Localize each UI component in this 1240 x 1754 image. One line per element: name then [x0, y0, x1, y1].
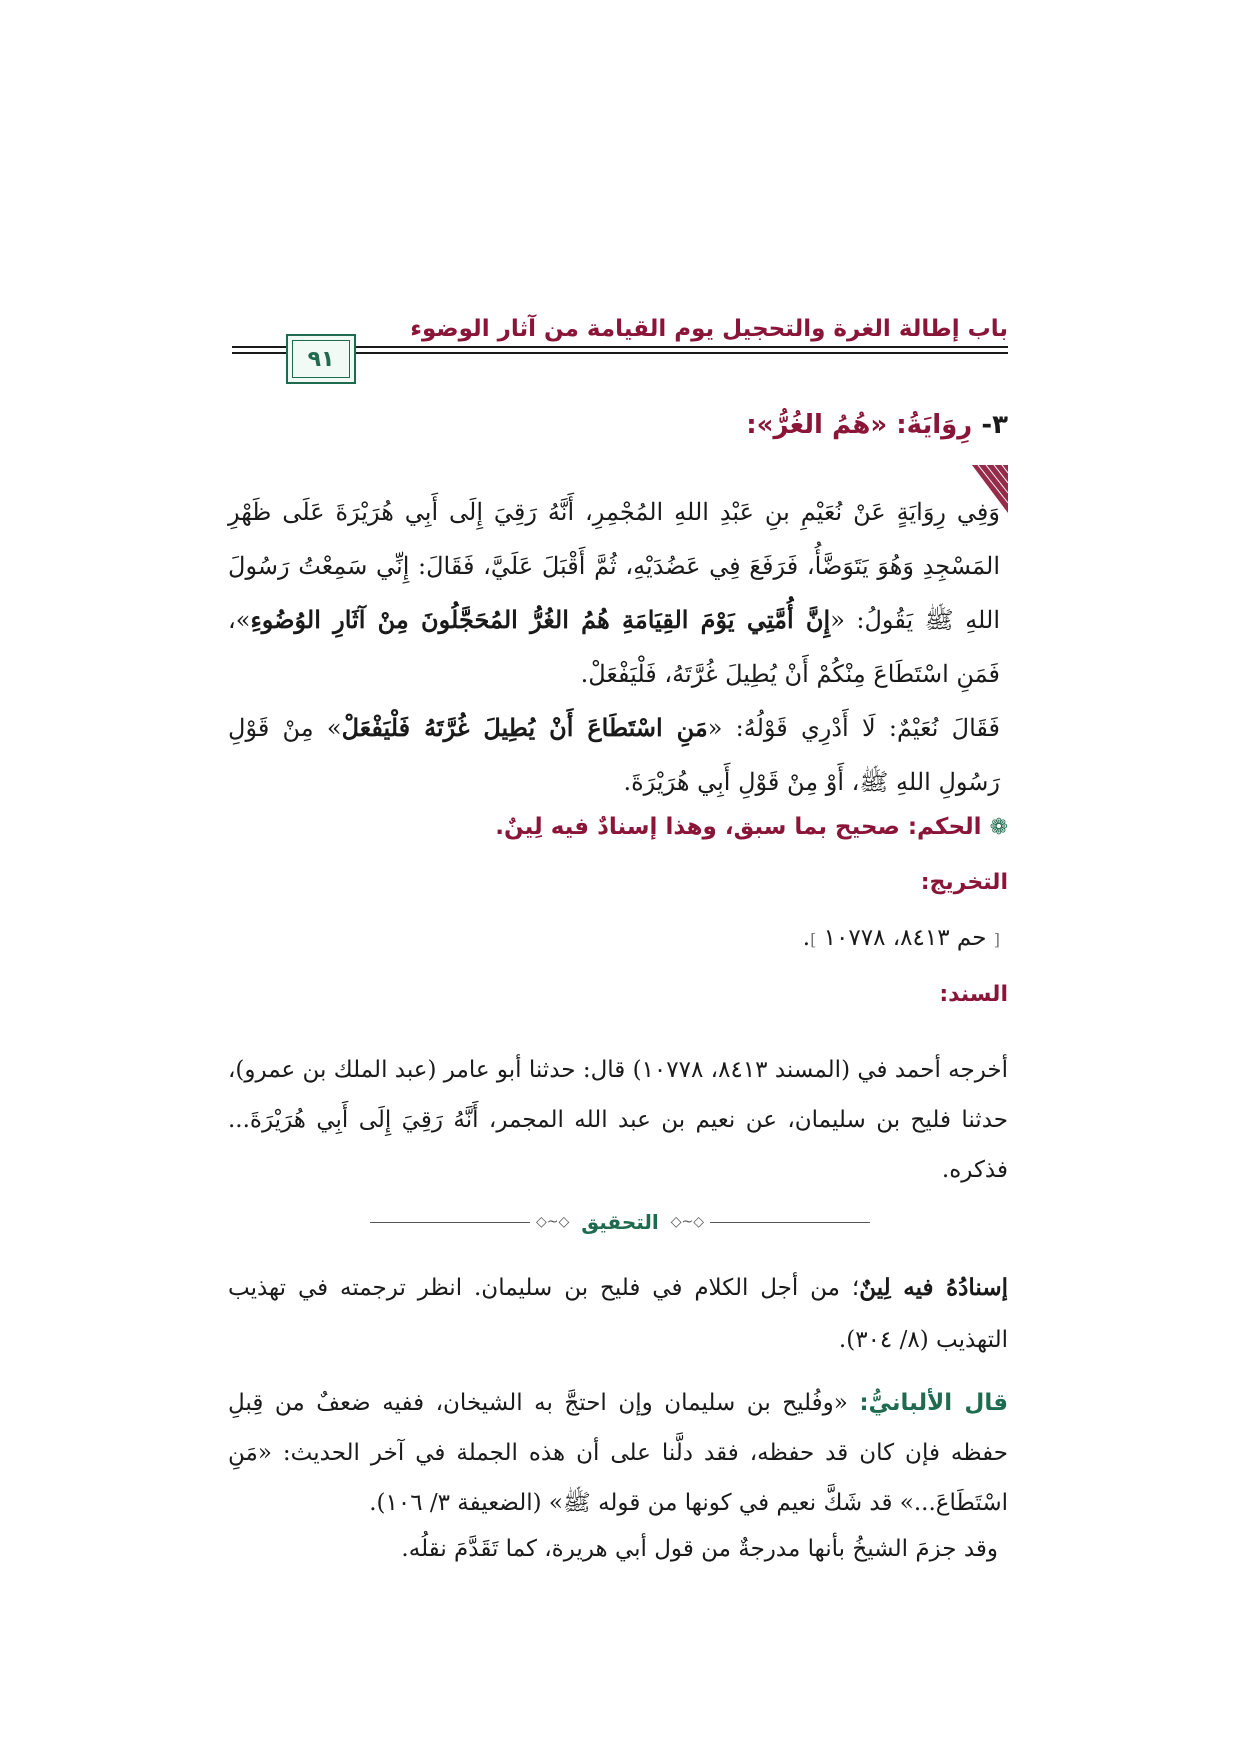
header-rule-top-right — [356, 346, 1008, 348]
hadith-text-segment: » مِنْ قَوْلِ رَسُولِ اللهِ ﷺ، أَوْ مِنْ قَوْلِ أَبِي هُرَيْرَةَ. — [228, 714, 1000, 796]
ruling-line — [248, 814, 1008, 840]
header-rule-bottom-left — [232, 352, 286, 354]
bracket-open: [ — [993, 930, 1000, 949]
hadith-paragraph-1 — [228, 485, 1000, 701]
section-number: ٣- — [981, 410, 1008, 440]
hadith-text-segment: »، فَمَنِ اسْتَطَاعَ مِنْكُمْ أَنْ يُطِيلَ غُرَّتَهُ، فَلْيَفْعَلْ. — [228, 606, 1000, 688]
rosette-icon: ❁ — [989, 815, 1008, 840]
page-number-frame — [286, 334, 356, 384]
divider-line — [710, 1222, 870, 1223]
tahqiq-verdict: إسنادُهُ فيه لِينٌ — [859, 1274, 1008, 1301]
ornament-icon: ◇~◇ — [670, 1214, 705, 1230]
hadith-text-segment: وَفِي رِوَايَةٍ عَنْ نُعَيْمِ بنِ عَبْدِ اللهِ المُجْمِرِ، أَنَّهُ رَقِيَ إِلَى أَبِي هُرَيْرَةَ عَلَى ظَهْرِ المَسْجِدِ وَهُوَ يَتَوَضَّأُ، فَرَفَعَ فِي عَضُدَيْهِ، ثُمَّ أَقْبَلَ عَلَيَّ، فَقَالَ: إِنِّي سَمِعْتُ رَسُولَ اللهِ ﷺ يَقُولُ: « — [228, 498, 1000, 634]
ruling-label: الحكم: — [907, 814, 982, 840]
header-rule-bottom-right — [356, 352, 1008, 354]
tahqiq-divider — [370, 1207, 870, 1237]
tahqiq-paragraph — [228, 1262, 1008, 1366]
section-heading — [248, 410, 1008, 440]
sanad-heading: السند: — [939, 982, 1008, 1007]
tahqiq-heading: التحقيق — [581, 1210, 659, 1234]
tahqiq-reason: ؛ من أجل الكلام في فليح بن سليمان. انظر ترجمته في تهذيب التهذيب (٨/ ٣٠٤). — [228, 1275, 1008, 1353]
albani-quote — [228, 1378, 1008, 1528]
divider-line — [370, 1222, 530, 1223]
sanad-text: أخرجه أحمد في (المسند ٨٤١٣، ١٠٧٧٨) قال: حدثنا أبو عامر (عبد الملك بن عمرو)، حدثنا فليح بن سليمان، عن نعيم بن عبد الله المجمر، أَنَّهُ رَقِيَ إِلَى أَبِي هُرَيْرَةَ... فذكره. — [228, 1057, 1008, 1183]
takhrij-end: . — [802, 925, 811, 951]
hadith-text-segment: فَقَالَ نُعَيْمٌ: لَا أَدْرِي قَوْلُهُ: « — [707, 714, 1000, 742]
hadith-bold-quote: إِنَّ أُمَّتِي يَوْمَ القِيَامَةِ هُمُ الغُرُّ المُحَجَّلُونَ مِنْ آثَارِ الوُضُوءِ — [250, 605, 831, 634]
albani-text: «وفُليح بن سليمان وإن احتجَّ به الشيخان، ففيه ضعفٌ من قِبلِ حفظه فإن كان قد حفظه، فقد دلَّنا على أن هذه الجملة في آخر الحديث: «مَنِ اسْتَطَاعَ...» قد شَكَّ نعيم في كونها من قوله ﷺ» (الضعيفة ٣/ ١٠٦). — [228, 1390, 1008, 1516]
page-number: ٩١ — [307, 346, 335, 372]
section-title: رِوَايَةُ: «هُمُ الغُرُّ»: — [746, 410, 973, 440]
takhrij-heading: التخريج: — [920, 870, 1008, 895]
takhrij-reference — [600, 925, 1000, 951]
bracket-close: ] — [810, 930, 817, 949]
chapter-title: باب إطالة الغرة والتحجيل يوم القيامة من آثار الوضوء — [410, 316, 1008, 342]
ornament-icon: ◇~◇ — [535, 1214, 570, 1230]
hadith-text — [228, 485, 1000, 809]
albani-label: قال الألبانيُّ: — [859, 1390, 1009, 1416]
hadith-paragraph-2 — [228, 701, 1000, 809]
hadith-bold-quote: مَنِ اسْتَطَاعَ أَنْ يُطِيلَ غُرَّتَهُ فَلْيَفْعَلْ — [341, 713, 708, 742]
final-note: وقد جزمَ الشيخُ بأنها مدرجةٌ من قول أبي هريرة، كما تَقَدَّمَ نقلُه. — [401, 1536, 998, 1562]
header-rule-top-left — [232, 346, 286, 348]
takhrij-text: حم ٨٤١٣، ١٠٧٧٨ — [823, 925, 987, 951]
ruling-value: صحيح بما سبق، وهذا إسنادٌ فيه لِينٌ. — [495, 814, 900, 840]
